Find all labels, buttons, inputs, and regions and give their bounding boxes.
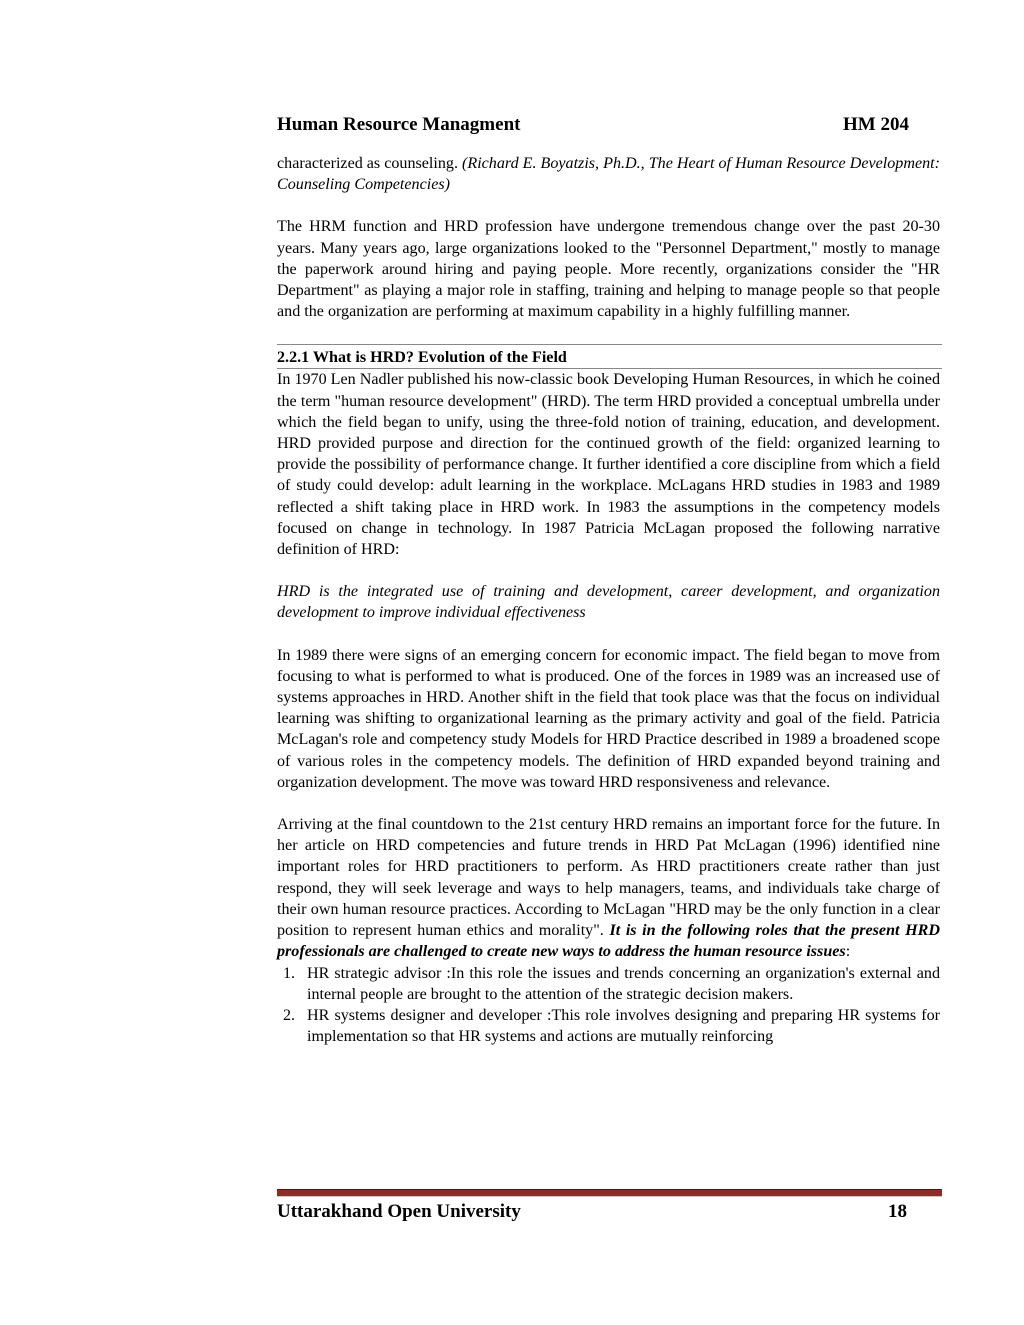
list-number: 1. [283,964,296,982]
list-item [277,1005,940,1047]
list-item-text: HR systems designer and developer :This role involves designing and preparing HR systems for implementation so that HR systems and actions are mutually reinforcing [307,1006,940,1046]
page-footer [277,1201,907,1227]
footer-rule [277,1189,942,1197]
paragraph-1989: In 1989 there were signs of an emerging concern for economic impact. The field began to move from focusing to what is performed to what is produced. One of the forces in 1989 was an increased use of systems approaches in HRD. Another shift in the field that took place was that the focus on individual learning was shifting to organizational learning as the primary activity and goal of the field. Patricia McLagan's role and competency study Models for HRD Practice described in 1989 a broadened scope of various roles in the competency models. The definition of HRD expanded beyond training and organization development. The move was toward HRD responsiveness and relevance. [277,646,940,791]
header-title: Human Resource Managment [277,114,521,135]
paragraph-text: Arriving at the final countdown to the 21st century HRD remains an important force for the future. In her article on HRD competencies and future trends in HRD Pat McLagan (1996) identified nine important roles for HRD practitioners to perform. As HRD practitioners create rather than just respond, they will seek leverage and ways to help managers, teams, and individuals take charge of their own human resource practices. According to McLagan "HRD may be the only function in a clear position to represent human ethics and morality". [277,816,940,940]
list-item-text: HR strategic advisor :In this role the issues and trends concerning an organization's external and internal people are brought to the attention of the strategic decision makers. [307,964,940,1003]
paragraph-21st-century [277,814,940,962]
punctuation: : [845,943,851,961]
footer-institution: Uttarakhand Open University [277,1201,521,1222]
hrd-definition-text: HRD is the integrated use of training and development, career development, and organization development to improve individual effectiveness [277,583,940,622]
header-course-code: HM 204 [843,114,909,135]
paragraph-hrm-function: The HRM function and HRD profession have undergone tremendous change over the past 20-30 years. Many years ago, large organizations looked to the "Personnel Department," mostly to manage the paperwork around hiring and paying people. More recently, organizations consider the "HR Department" as playing a major role in staffing, training and helping to manage people so that people and the organization are performing at maximum capability in a highly fulfilling manner. [277,218,940,321]
paragraph-counseling [277,153,940,195]
paragraph-nadler: In 1970 Len Nadler published his now-classic book Developing Human Resources, in which he coined the term "human resource development" (HRD). The term HRD provided a conceptual umbrella under which the field began to unify, using the three-fold notion of training, education, and development. HRD provided purpose and direction for the continued growth of the field: organized learning to provide the possibility of performance change. It further identified a core discipline from which a field of study could develop: adult learning in the workplace. McLagans HRD studies in 1983 and 1989 reflected a shift taking place in HRD work. In 1983 the assumptions in the competency models focused on change in technology. In 1987 Patricia McLagan proposed the following narrative definition of HRD: [277,371,940,559]
roles-list [277,963,940,1048]
section-heading: 2.2.1 What is HRD? Evolution of the Field [277,344,942,369]
paragraph-text: characterized as counseling. [277,155,462,172]
citation: (Richard E. Boyatzis, Ph.D., The Heart of Human Resource Development: Counseling Competencies) [277,155,940,194]
list-number: 2. [283,1006,296,1024]
page-content [277,153,940,1047]
list-item [277,963,940,1005]
emphasis-text: It is in the following roles that the present HRD professionals are challenged to create new ways to address the human resource issues [277,922,940,961]
page-number: 18 [888,1201,907,1222]
page-header [277,114,909,140]
hrd-definition [277,581,940,623]
